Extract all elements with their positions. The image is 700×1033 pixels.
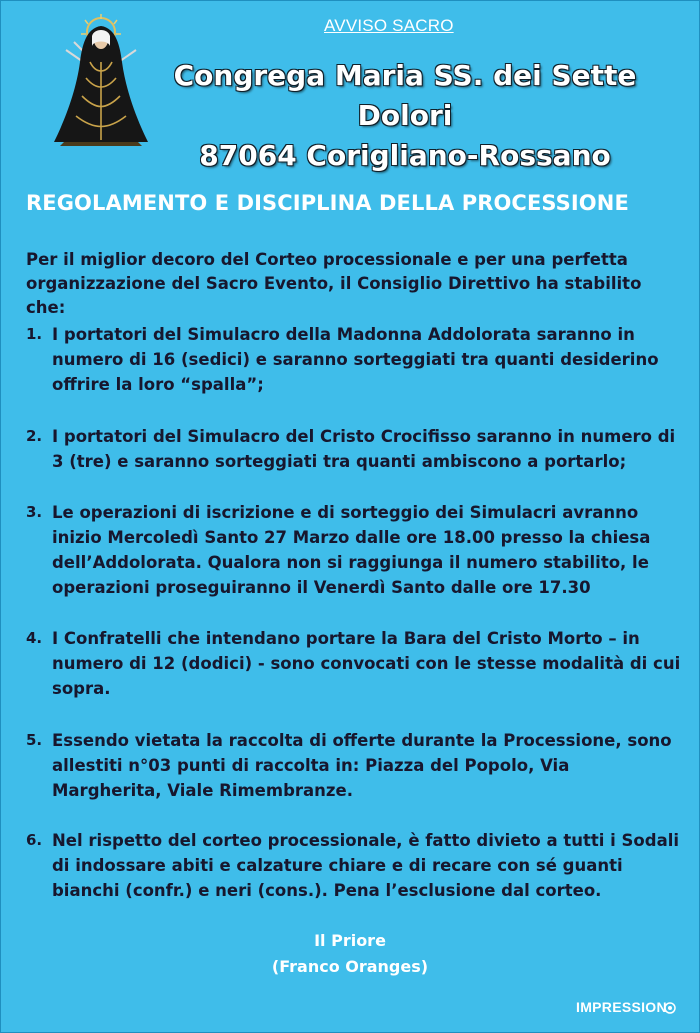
impression-brand: [576, 999, 667, 1015]
intro-paragraph: Per il miglior decoro del Corteo processionale e per una perfetta organizzazione del Sacro Evento, il Consiglio Direttivo ha stabilito che:: [26, 250, 642, 317]
rule-number: 6.: [26, 831, 43, 849]
signature-role: Il Priore: [314, 931, 386, 950]
rule-text: I Confratelli che intendano portare la Bara del Cristo Morto – in numero di 12 (dodici) - sono convocati con le stesse modalità di cui sopra.: [52, 629, 681, 698]
title-line-location: 87064 Corigliano-Rossano: [199, 139, 611, 172]
impression-logo-icon: [664, 1002, 676, 1014]
page-title: [132, 56, 678, 176]
rule-number: 5.: [26, 731, 43, 749]
rule-text: Nel rispetto del corteo processionale, è fatto divieto a tutti i Sodali di indossare abiti e calzature chiare e di recare con sé guanti bianchi (confr.) e neri (cons.). Pena l’esclusione dal corteo.: [52, 831, 680, 900]
signature-block: [0, 928, 700, 980]
brand-label: IMPRESSION: [576, 999, 667, 1015]
rule-number: 4.: [26, 629, 43, 647]
rule-number: 3.: [26, 503, 43, 521]
rule-text: Le operazioni di iscrizione e di sorteggio dei Simulacri avranno inizio Mercoledì Santo 27 Marzo dalle ore 18.00 presso la chiesa dell’Addolorata. Qualora non si raggiunga il numero stabilito, le operazioni proseguiranno il Venerdì Santo dalle ore 17.30: [52, 503, 651, 597]
rule-number: 2.: [26, 427, 43, 445]
header: [0, 0, 700, 172]
signature-name: (Franco Oranges): [271, 957, 429, 976]
rule-text: I portatori del Simulacro della Madonna Addolorata saranno in numero di 16 (sedici) e saranno sorteggiati tra quanti desiderino offrire la loro “spalla”;: [52, 325, 659, 394]
section-heading: REGOLAMENTO E DISCIPLINA DELLA PROCESSIONE: [26, 191, 629, 215]
rule-text: I portatori del Simulacro del Cristo Crocifisso saranno in numero di 3 (tre) e saranno sorteggiati tra quanti ambiscono a portarlo;: [52, 427, 676, 471]
avviso-sacro-label: AVVISO SACRO: [324, 16, 454, 35]
rule-number: 1.: [26, 325, 43, 343]
title-line-congrega: Congrega Maria SS. dei Sette Dolori: [173, 59, 637, 132]
rule-text: Essendo vietata la raccolta di offerte durante la Processione, sono allestiti n°03 punti di raccolta in: Piazza del Popolo, Via Margherita, Viale Rimembranze.: [52, 731, 672, 800]
